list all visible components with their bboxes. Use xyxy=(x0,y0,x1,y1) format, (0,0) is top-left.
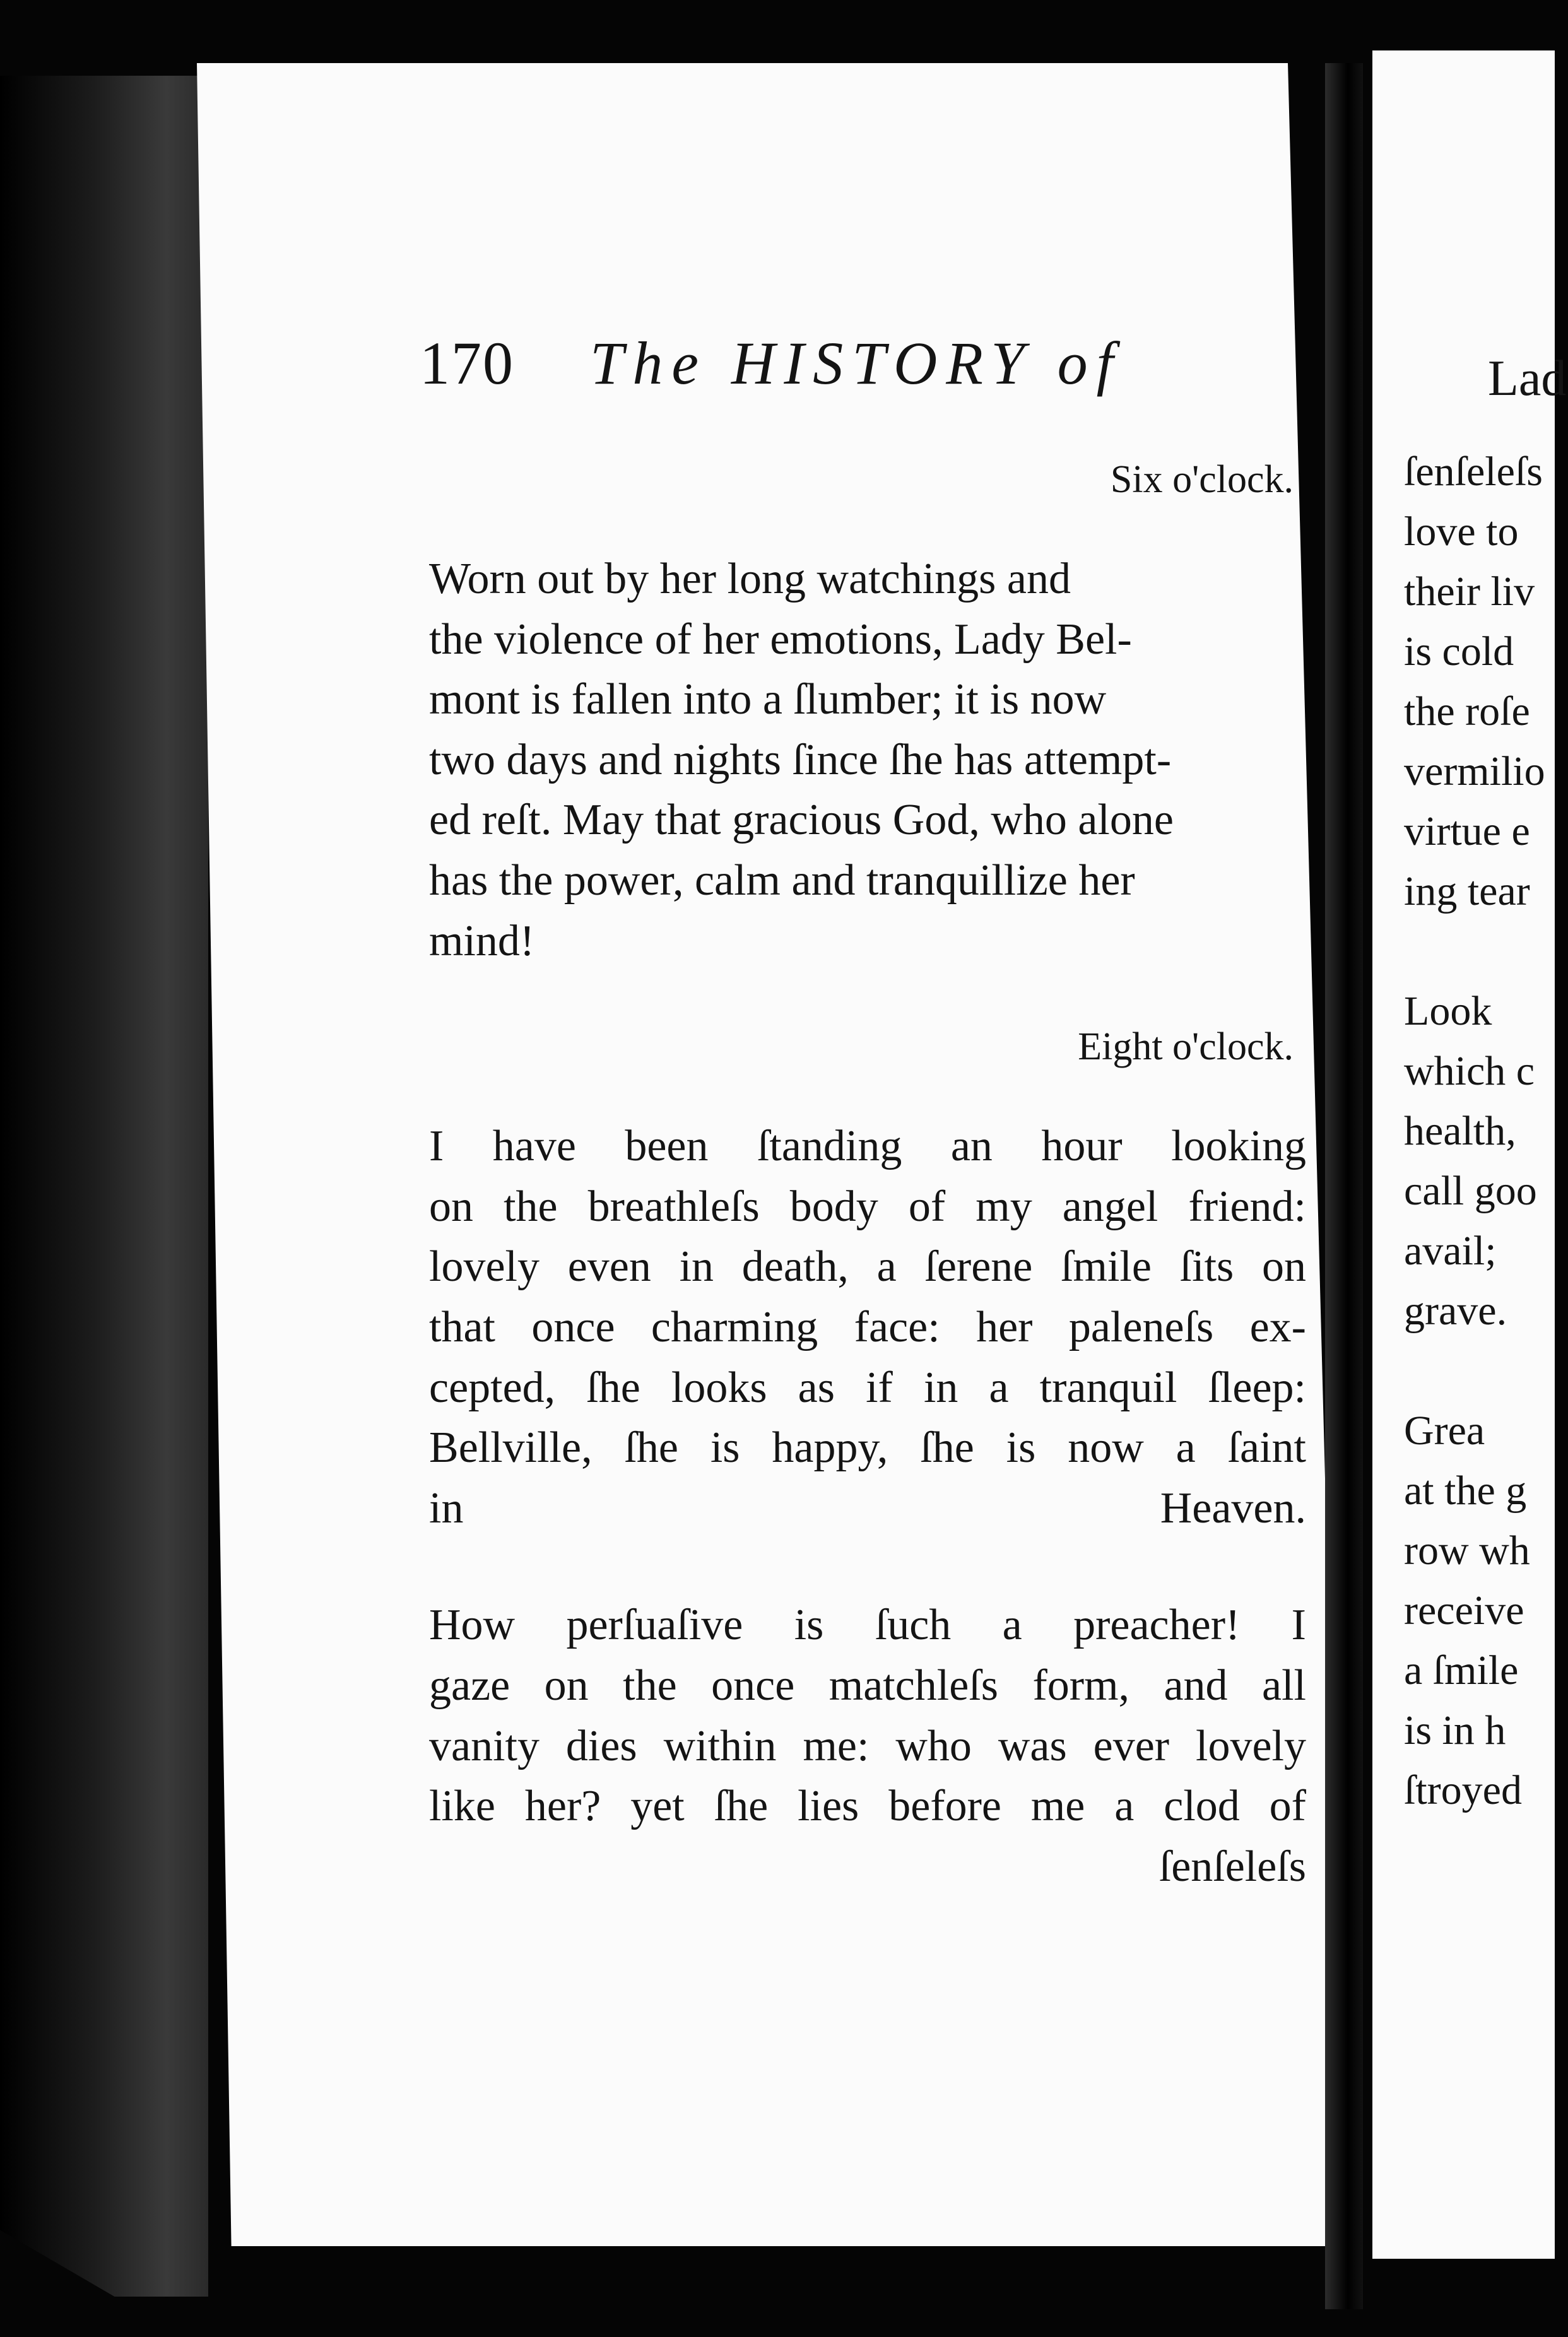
text-line: mont is fallen into a ſlumber; it is now xyxy=(429,675,1107,724)
catchword: ſenſeleſs xyxy=(1158,1842,1306,1891)
text-line: gaze on the once matchleſs form, and all xyxy=(429,1661,1306,1710)
paragraph-worn-out xyxy=(429,549,1306,971)
timestamp-six: Six o'clock. xyxy=(1110,458,1294,501)
right-page-line: grave. xyxy=(1404,1288,1507,1334)
text-line: Worn out by her long watchings and xyxy=(429,555,1071,603)
right-page-line: health, xyxy=(1404,1108,1516,1154)
left-page-header xyxy=(420,328,1133,404)
text-line: cepted, ſhe looks as if in a tranquil ſleep: xyxy=(429,1363,1306,1412)
right-page-line: Look xyxy=(1404,988,1492,1034)
right-page-line: at the g xyxy=(1404,1468,1527,1514)
right-page-line xyxy=(1404,921,1568,981)
right-page-line: ing tear xyxy=(1404,868,1530,914)
right-page-line: row wh xyxy=(1404,1528,1530,1574)
right-page-line: which c xyxy=(1404,1048,1535,1094)
right-page-line: receive xyxy=(1404,1587,1524,1634)
text-line: vanity dies within me: who was ever lovely xyxy=(429,1721,1306,1770)
right-page-line: is in h xyxy=(1404,1707,1506,1753)
right-page-line: a ſmile xyxy=(1404,1647,1519,1693)
right-page-line: love to xyxy=(1404,509,1519,555)
right-page-line: virtue e xyxy=(1404,808,1530,854)
text-line: I have been ſtanding an hour looking xyxy=(429,1122,1306,1171)
right-page-line: call goo xyxy=(1404,1168,1537,1214)
right-page-line: the roſe xyxy=(1404,688,1530,734)
text-line: Bellville, ſhe is happy, ſhe is now a ſaint xyxy=(429,1423,1306,1473)
right-page-text xyxy=(1404,442,1568,1820)
right-page-line: vermilio xyxy=(1404,748,1545,794)
text-line: two days and nights ſince ſhe has attempt- xyxy=(429,735,1172,784)
text-line: on the breathleſs body of my angel friend: xyxy=(429,1182,1306,1231)
text-line: in Heaven. xyxy=(429,1483,1306,1533)
right-page-line xyxy=(1404,1341,1568,1401)
running-head: The HISTORY of xyxy=(590,329,1123,397)
timestamp-eight: Eight o'clock. xyxy=(1078,1025,1294,1069)
right-page-line: their liv xyxy=(1404,568,1535,615)
text-line: like her? yet ſhe lies before me a clod of xyxy=(429,1782,1306,1831)
text-line: has the power, calm and tranquillize her xyxy=(429,856,1135,905)
right-page-running-head: Lad xyxy=(1488,351,1567,406)
book-edge xyxy=(0,76,208,2297)
left-page-text xyxy=(429,454,1306,1897)
text-line: the violence of her emotions, Lady Bel- xyxy=(429,615,1132,664)
book-gutter xyxy=(1325,63,1363,2309)
text-line: lovely even in death, a ſerene ſmile ſits on xyxy=(429,1242,1306,1292)
right-page-line: Grea xyxy=(1404,1408,1485,1454)
right-page-line: ſenſeleſs xyxy=(1404,449,1543,495)
right-page-line: ſtroyed xyxy=(1404,1767,1522,1813)
text-line: How perſuaſive is ſuch a preacher! I xyxy=(429,1601,1306,1650)
paragraph-breathless-body xyxy=(429,1116,1306,1538)
text-line: that once charming face: her paleneſs ex- xyxy=(429,1302,1306,1351)
text-line: mind! xyxy=(429,916,535,965)
right-page-line: is cold xyxy=(1404,628,1514,674)
right-page-line: avail; xyxy=(1404,1228,1497,1274)
page-number: 170 xyxy=(420,329,514,397)
text-line: ed reſt. May that gracious God, who alone xyxy=(429,796,1174,845)
paragraph-persuasive-preacher xyxy=(429,1595,1306,1836)
